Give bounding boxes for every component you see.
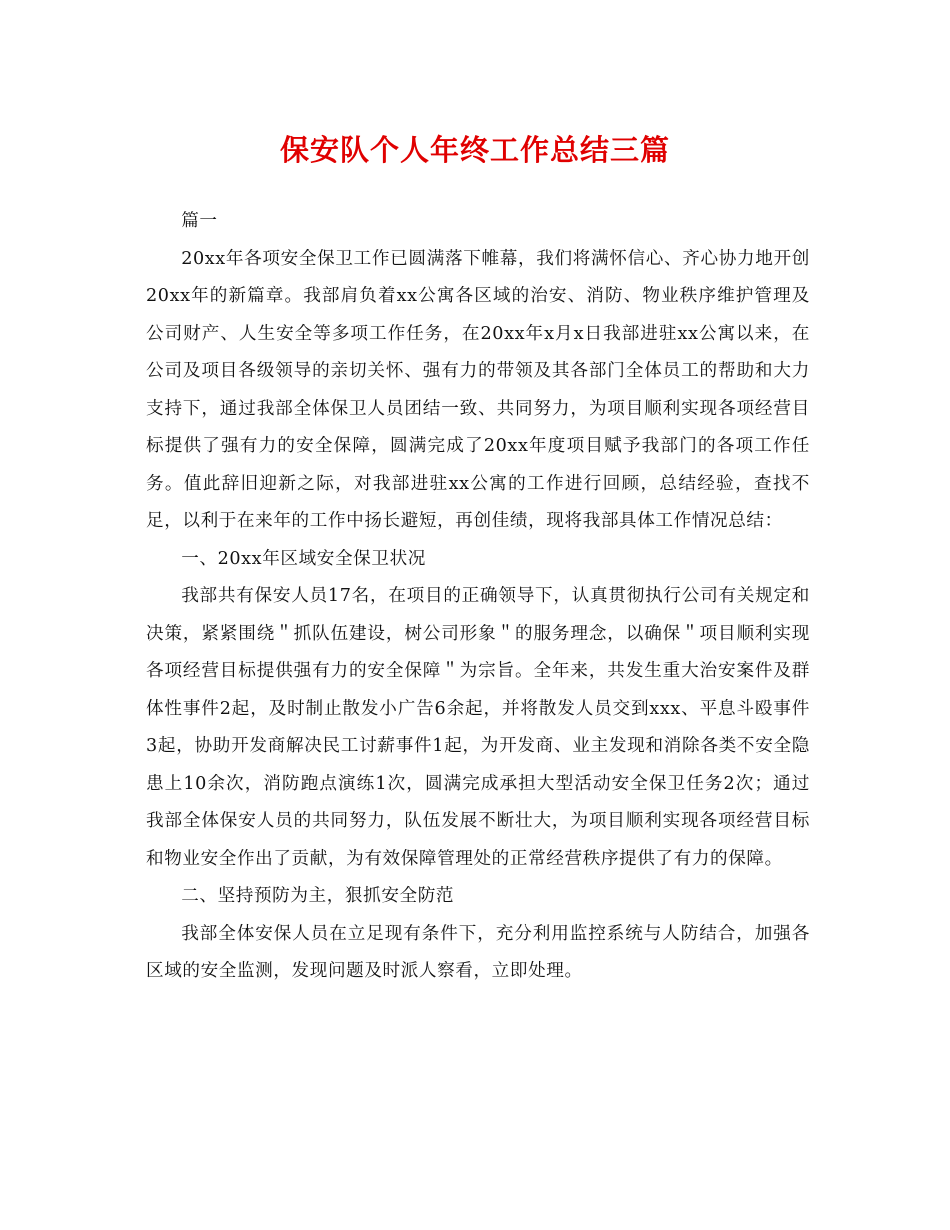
intro-paragraph: 20xx年各项安全保卫工作已圆满落下帷幕，我们将满怀信心、齐心协力地开创20xx年的新篇章。我部肩负着xx公寓各区域的治安、消防、物业秩序维护管理及公司财产、人生安全等多项工作任务，在20xx年x月x日我部进驻xx公寓以来，在公司及项目各级领导的亲切关怀、强有力的带领及其各部门全体员工的帮助和大力支持下，通过我部全体保卫人员团结一致、共同努力，为项目顺利实现各项经营目标提供了强有力的安全保障，圆满完成了20xx年度项目赋予我部门的各项工作任务。值此辞旧迎新之际，对我部进驻xx公寓的工作进行回顾，总结经验，查找不足，以利于在来年的工作中扬长避短，再创佳绩，现将我部具体工作情况总结： — [146, 248, 810, 531]
section-2-paragraph: 我部全体安保人员在立足现有条件下，充分利用监控系统与人防结合，加强各区域的安全监测，发现问题及时派人察看，立即处理。 — [146, 923, 810, 981]
document-body — [146, 203, 810, 991]
section-heading-2: 二、坚持预防为主，狠抓安全防范 — [181, 886, 455, 906]
document-title: 保安队个人年终工作总结三篇 — [279, 133, 670, 167]
section-heading-1: 一、20xx年区域安全保卫状况 — [181, 548, 426, 569]
section-heading-part-one: 篇一 — [181, 211, 218, 231]
section-1-paragraph: 我部共有保安人员17名，在项目的正确领导下，认真贯彻执行公司有关规定和决策，紧紧围绕＂抓队伍建设，树公司形象＂的服务理念，以确保＂项目顺利实现各项经营目标提供强有力的安全保障＂为宗旨。全年来，共发生重大治安案件及群体性事件2起，及时制止散发小广告6余起，并将散发人员交到xxx、平息斗殴事件3起，协助开发商解决民工讨薪事件1起，为开发商、业主发现和消除各类不安全隐患上10余次，消防跑点演练1次，圆满完成承担大型活动安全保卫任务2次；通过我部全体保安人员的共同努力，队伍发展不断壮大，为项目顺利实现各项经营目标和物业安全作出了贡献，为有效保障管理处的正常经营秩序提供了有力的保障。 — [146, 586, 810, 869]
